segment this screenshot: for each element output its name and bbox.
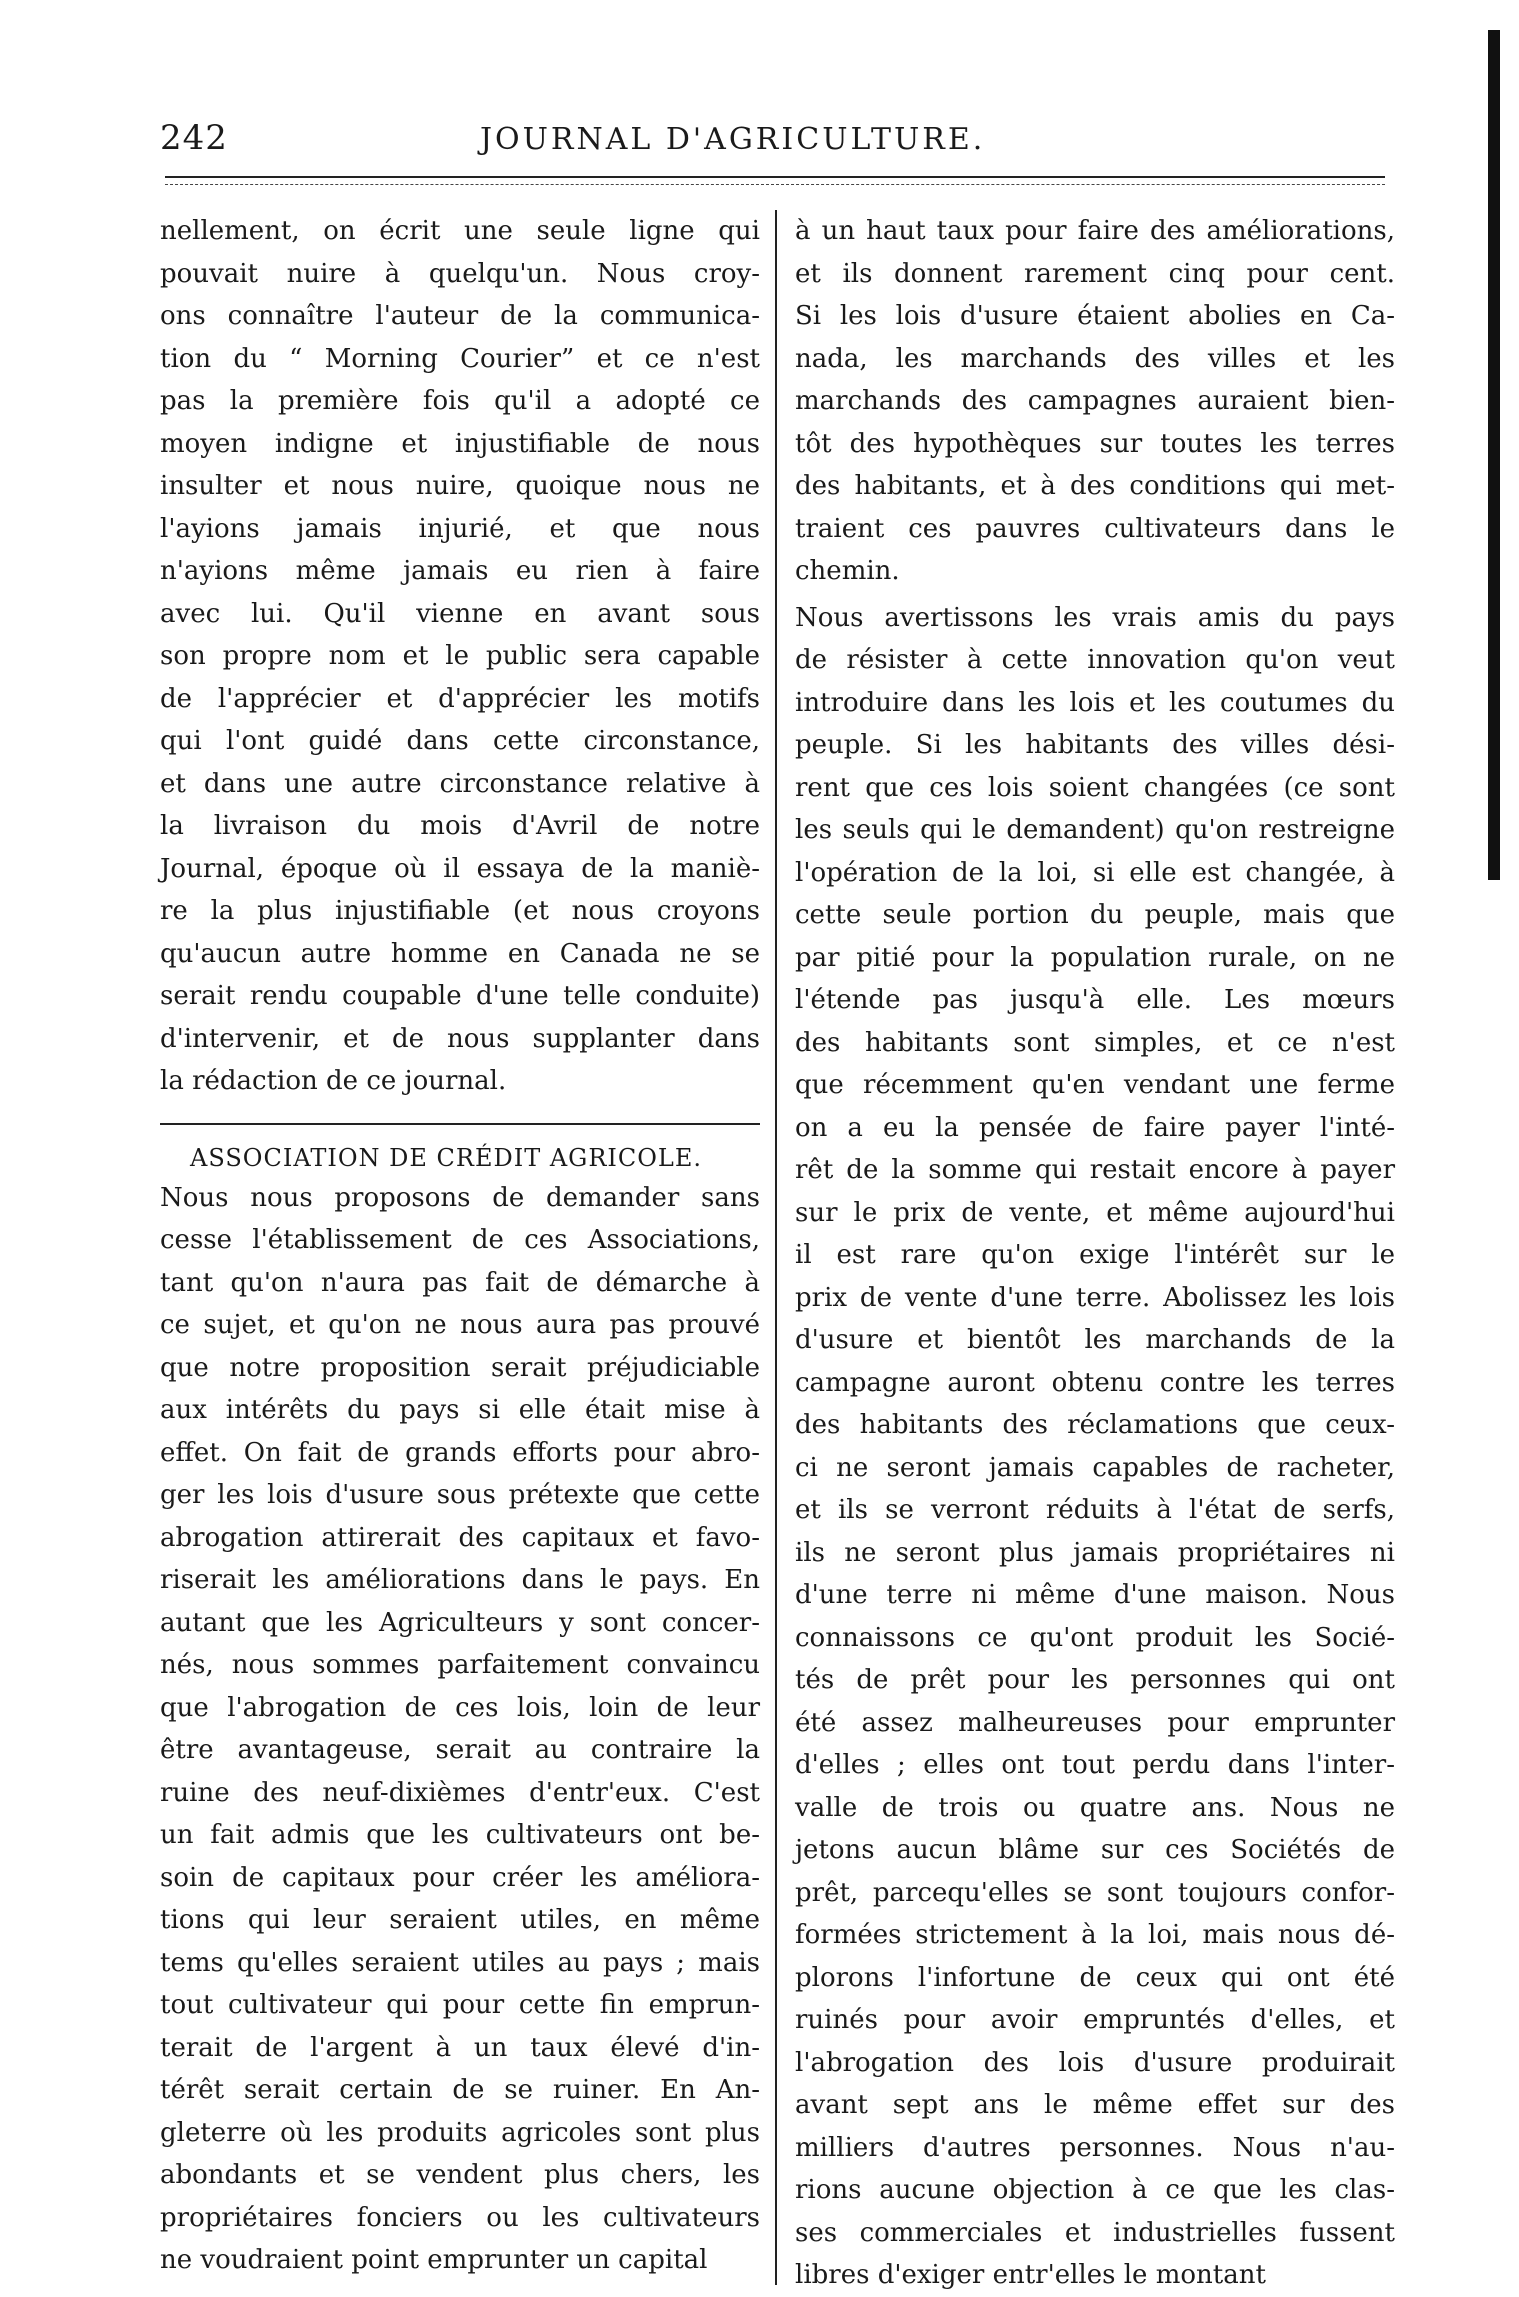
text-line: tés de prêt pour les personnes qui ont xyxy=(795,1665,1395,1695)
text-line: Nous avertissons les vrais amis du pays xyxy=(795,602,1395,633)
right-column xyxy=(795,210,1395,2297)
text-line: jetons aucun blâme sur ces Sociétés de xyxy=(795,1835,1395,1865)
text-line: nada, les marchands des villes et les xyxy=(795,343,1395,374)
text-line: l'abrogation des lois d'usure produirait xyxy=(795,2047,1395,2078)
text-line: rent que ces lois soient changées (ce sont xyxy=(795,772,1395,803)
right-paragraph-2 xyxy=(795,597,1395,2297)
text-line: sur le prix de vente, et même aujourd'hui xyxy=(795,1197,1395,1228)
text-line: ses commerciales et industrielles fussent xyxy=(795,2217,1395,2248)
text-line: des habitants sont simples, et ce n'est xyxy=(795,1027,1395,1058)
text-line: ruinés pour avoir empruntés d'elles, et xyxy=(795,2005,1395,2035)
text-line: tion du “ Morning Courier” et ce n'est xyxy=(160,343,760,374)
text-line: et dans une autre circonstance relative à xyxy=(160,768,760,799)
text-line: ils ne seront plus jamais propriétaires ni xyxy=(795,1537,1395,1568)
text-line: prêt, parcequ'elles se sont toujours confor- xyxy=(795,1877,1395,1908)
text-line: ger les lois d'usure sous prétexte que cette xyxy=(160,1480,760,1510)
text-line: la livraison du mois d'Avril de notre xyxy=(160,811,760,841)
text-line: ruine des neuf-dixièmes d'entr'eux. C'est xyxy=(160,1777,760,1808)
text-line: rions aucune objection à ce que les clas- xyxy=(795,2175,1395,2205)
header-rule-dashed xyxy=(165,184,1385,185)
text-line: térêt serait certain de se ruiner. En An- xyxy=(160,2075,760,2105)
text-line: qui l'ont guidé dans cette circonstance, xyxy=(160,726,760,756)
scan-edge-mark xyxy=(1488,30,1500,880)
text-line: l'étende pas jusqu'à elle. Les mœurs xyxy=(795,985,1395,1015)
text-line: moyen indigne et injustifiable de nous xyxy=(160,428,760,459)
section-divider xyxy=(160,1123,760,1125)
text-line: l'opération de la loi, si elle est changée, à xyxy=(795,857,1395,888)
text-line: serait rendu coupable d'une telle conduite) xyxy=(160,981,760,1011)
text-line: on a eu la pensée de faire payer l'inté- xyxy=(795,1112,1395,1143)
text-line: abrogation attirerait des capitaux et favo- xyxy=(160,1522,760,1553)
text-line: l'ayions jamais injurié, et que nous xyxy=(160,513,760,544)
text-line: chemin. xyxy=(795,556,900,586)
text-line: soin de capitaux pour créer les améliora- xyxy=(160,1862,760,1893)
text-line: peuple. Si les habitants des villes dési- xyxy=(795,730,1395,760)
text-line: et ils donnent rarement cinq pour cent. xyxy=(795,258,1395,289)
section-heading: ASSOCIATION DE CRÉDIT AGRICOLE. xyxy=(190,1143,703,1172)
text-line: que notre proposition serait préjudiciable xyxy=(160,1352,760,1383)
text-line: marchands des campagnes auraient bien- xyxy=(795,386,1395,416)
text-line: et ils se verront réduits à l'état de serfs, xyxy=(795,1495,1395,1525)
text-line: il est rare qu'on exige l'intérêt sur le xyxy=(795,1240,1395,1270)
text-line: Si les lois d'usure étaient abolies en Ca- xyxy=(795,301,1395,331)
left-column xyxy=(160,210,760,2282)
text-line: ce sujet, et qu'on ne nous aura pas prouvé xyxy=(160,1310,760,1340)
text-line: tems qu'elles seraient utiles au pays ; mais xyxy=(160,1947,760,1978)
text-line: de l'apprécier et d'apprécier les motifs xyxy=(160,683,760,714)
text-line: cesse l'établissement de ces Associations, xyxy=(160,1225,760,1255)
page-number: 242 xyxy=(160,118,228,158)
text-line: cette seule portion du peuple, mais que xyxy=(795,900,1395,930)
text-line: des habitants des réclamations que ceux- xyxy=(795,1410,1395,1440)
text-line: traient ces pauvres cultivateurs dans le xyxy=(795,513,1395,544)
text-line: campagne auront obtenu contre les terres xyxy=(795,1367,1395,1398)
text-line: que l'abrogation de ces lois, loin de leur xyxy=(160,1692,760,1723)
text-line: ons connaître l'auteur de la communica- xyxy=(160,301,760,331)
column-divider xyxy=(775,210,777,2285)
text-line: d'elles ; elles ont tout perdu dans l'inter- xyxy=(795,1750,1395,1780)
header-rule xyxy=(165,176,1385,178)
text-line: nellement, on écrit une seule ligne qui xyxy=(160,216,760,246)
text-line: aux intérêts du pays si elle était mise à xyxy=(160,1395,760,1425)
text-line: libres d'exiger entr'elles le montant xyxy=(795,2260,1266,2290)
text-line: avant sept ans le même effet sur des xyxy=(795,2090,1395,2120)
text-line: tout cultivateur qui pour cette fin emprun- xyxy=(160,1990,760,2020)
text-line: de résister à cette innovation qu'on veut xyxy=(795,645,1395,675)
text-line: son propre nom et le public sera capable xyxy=(160,641,760,671)
text-line: d'une terre ni même d'une maison. Nous xyxy=(795,1580,1395,1610)
running-title: JOURNAL D'AGRICULTURE. xyxy=(480,122,986,157)
text-line: ne voudraient point emprunter un capital xyxy=(160,2245,708,2275)
text-line: les seuls qui le demandent) qu'on restreigne xyxy=(795,815,1395,845)
text-line: la rédaction de ce journal. xyxy=(160,1066,507,1096)
text-line: gleterre où les produits agricoles sont plus xyxy=(160,2117,760,2148)
text-line: prix de vente d'une terre. Abolissez les lois xyxy=(795,1282,1395,1313)
text-line: valle de trois ou quatre ans. Nous ne xyxy=(795,1792,1395,1823)
text-line: milliers d'autres personnes. Nous n'au- xyxy=(795,2132,1395,2163)
text-line: terait de l'argent à un taux élevé d'in- xyxy=(160,2032,760,2063)
text-line: plorons l'infortune de ceux qui ont été xyxy=(795,1962,1395,1993)
text-line: ci ne seront jamais capables de racheter, xyxy=(795,1452,1395,1483)
text-line: d'intervenir, et de nous supplanter dans xyxy=(160,1023,760,1054)
text-line: que récemment qu'en vendant une ferme xyxy=(795,1070,1395,1100)
text-line: insulter et nous nuire, quoique nous ne xyxy=(160,471,760,501)
text-line: par pitié pour la population rurale, on ne xyxy=(795,942,1395,973)
text-line: pouvait nuire à quelqu'un. Nous croy- xyxy=(160,258,760,289)
text-line: introduire dans les lois et les coutumes du xyxy=(795,687,1395,718)
text-line: tant qu'on n'aura pas fait de démarche à xyxy=(160,1267,760,1298)
text-line: Journal, époque où il essaya de la maniè- xyxy=(160,853,760,884)
text-line: autant que les Agriculteurs y sont concer- xyxy=(160,1607,760,1638)
text-line: d'usure et bientôt les marchands de la xyxy=(795,1325,1395,1355)
left-paragraph-2 xyxy=(160,1177,760,2282)
text-line: été assez malheureuses pour emprunter xyxy=(795,1707,1395,1738)
text-line: à un haut taux pour faire des améliorations, xyxy=(795,216,1395,246)
text-line: Nous nous proposons de demander sans xyxy=(160,1182,760,1213)
text-line: avec lui. Qu'il vienne en avant sous xyxy=(160,598,760,629)
text-line: tions qui leur seraient utiles, en même xyxy=(160,1905,760,1935)
text-line: qu'aucun autre homme en Canada ne se xyxy=(160,938,760,969)
text-line: re la plus injustifiable (et nous croyons xyxy=(160,896,760,926)
text-line: propriétaires fonciers ou les cultivateurs xyxy=(160,2202,760,2233)
text-line: n'ayions même jamais eu rien à faire xyxy=(160,556,760,586)
text-line: connaissons ce qu'ont produit les Socié- xyxy=(795,1622,1395,1653)
text-line: riserait les améliorations dans le pays. En xyxy=(160,1565,760,1595)
text-line: un fait admis que les cultivateurs ont be- xyxy=(160,1820,760,1850)
text-line: pas la première fois qu'il a adopté ce xyxy=(160,386,760,416)
text-line: effet. On fait de grands efforts pour abro- xyxy=(160,1437,760,1468)
text-line: des habitants, et à des conditions qui met- xyxy=(795,471,1395,501)
text-line: tôt des hypothèques sur toutes les terres xyxy=(795,428,1395,459)
text-line: nés, nous sommes parfaitement convaincu xyxy=(160,1650,760,1680)
text-line: être avantageuse, serait au contraire la xyxy=(160,1735,760,1765)
text-line: formées strictement à la loi, mais nous dé- xyxy=(795,1920,1395,1950)
text-line: abondants et se vendent plus chers, les xyxy=(160,2160,760,2190)
left-paragraph-1 xyxy=(160,210,760,1103)
text-line: rêt de la somme qui restait encore à payer xyxy=(795,1155,1395,1185)
right-paragraph-1 xyxy=(795,210,1395,593)
